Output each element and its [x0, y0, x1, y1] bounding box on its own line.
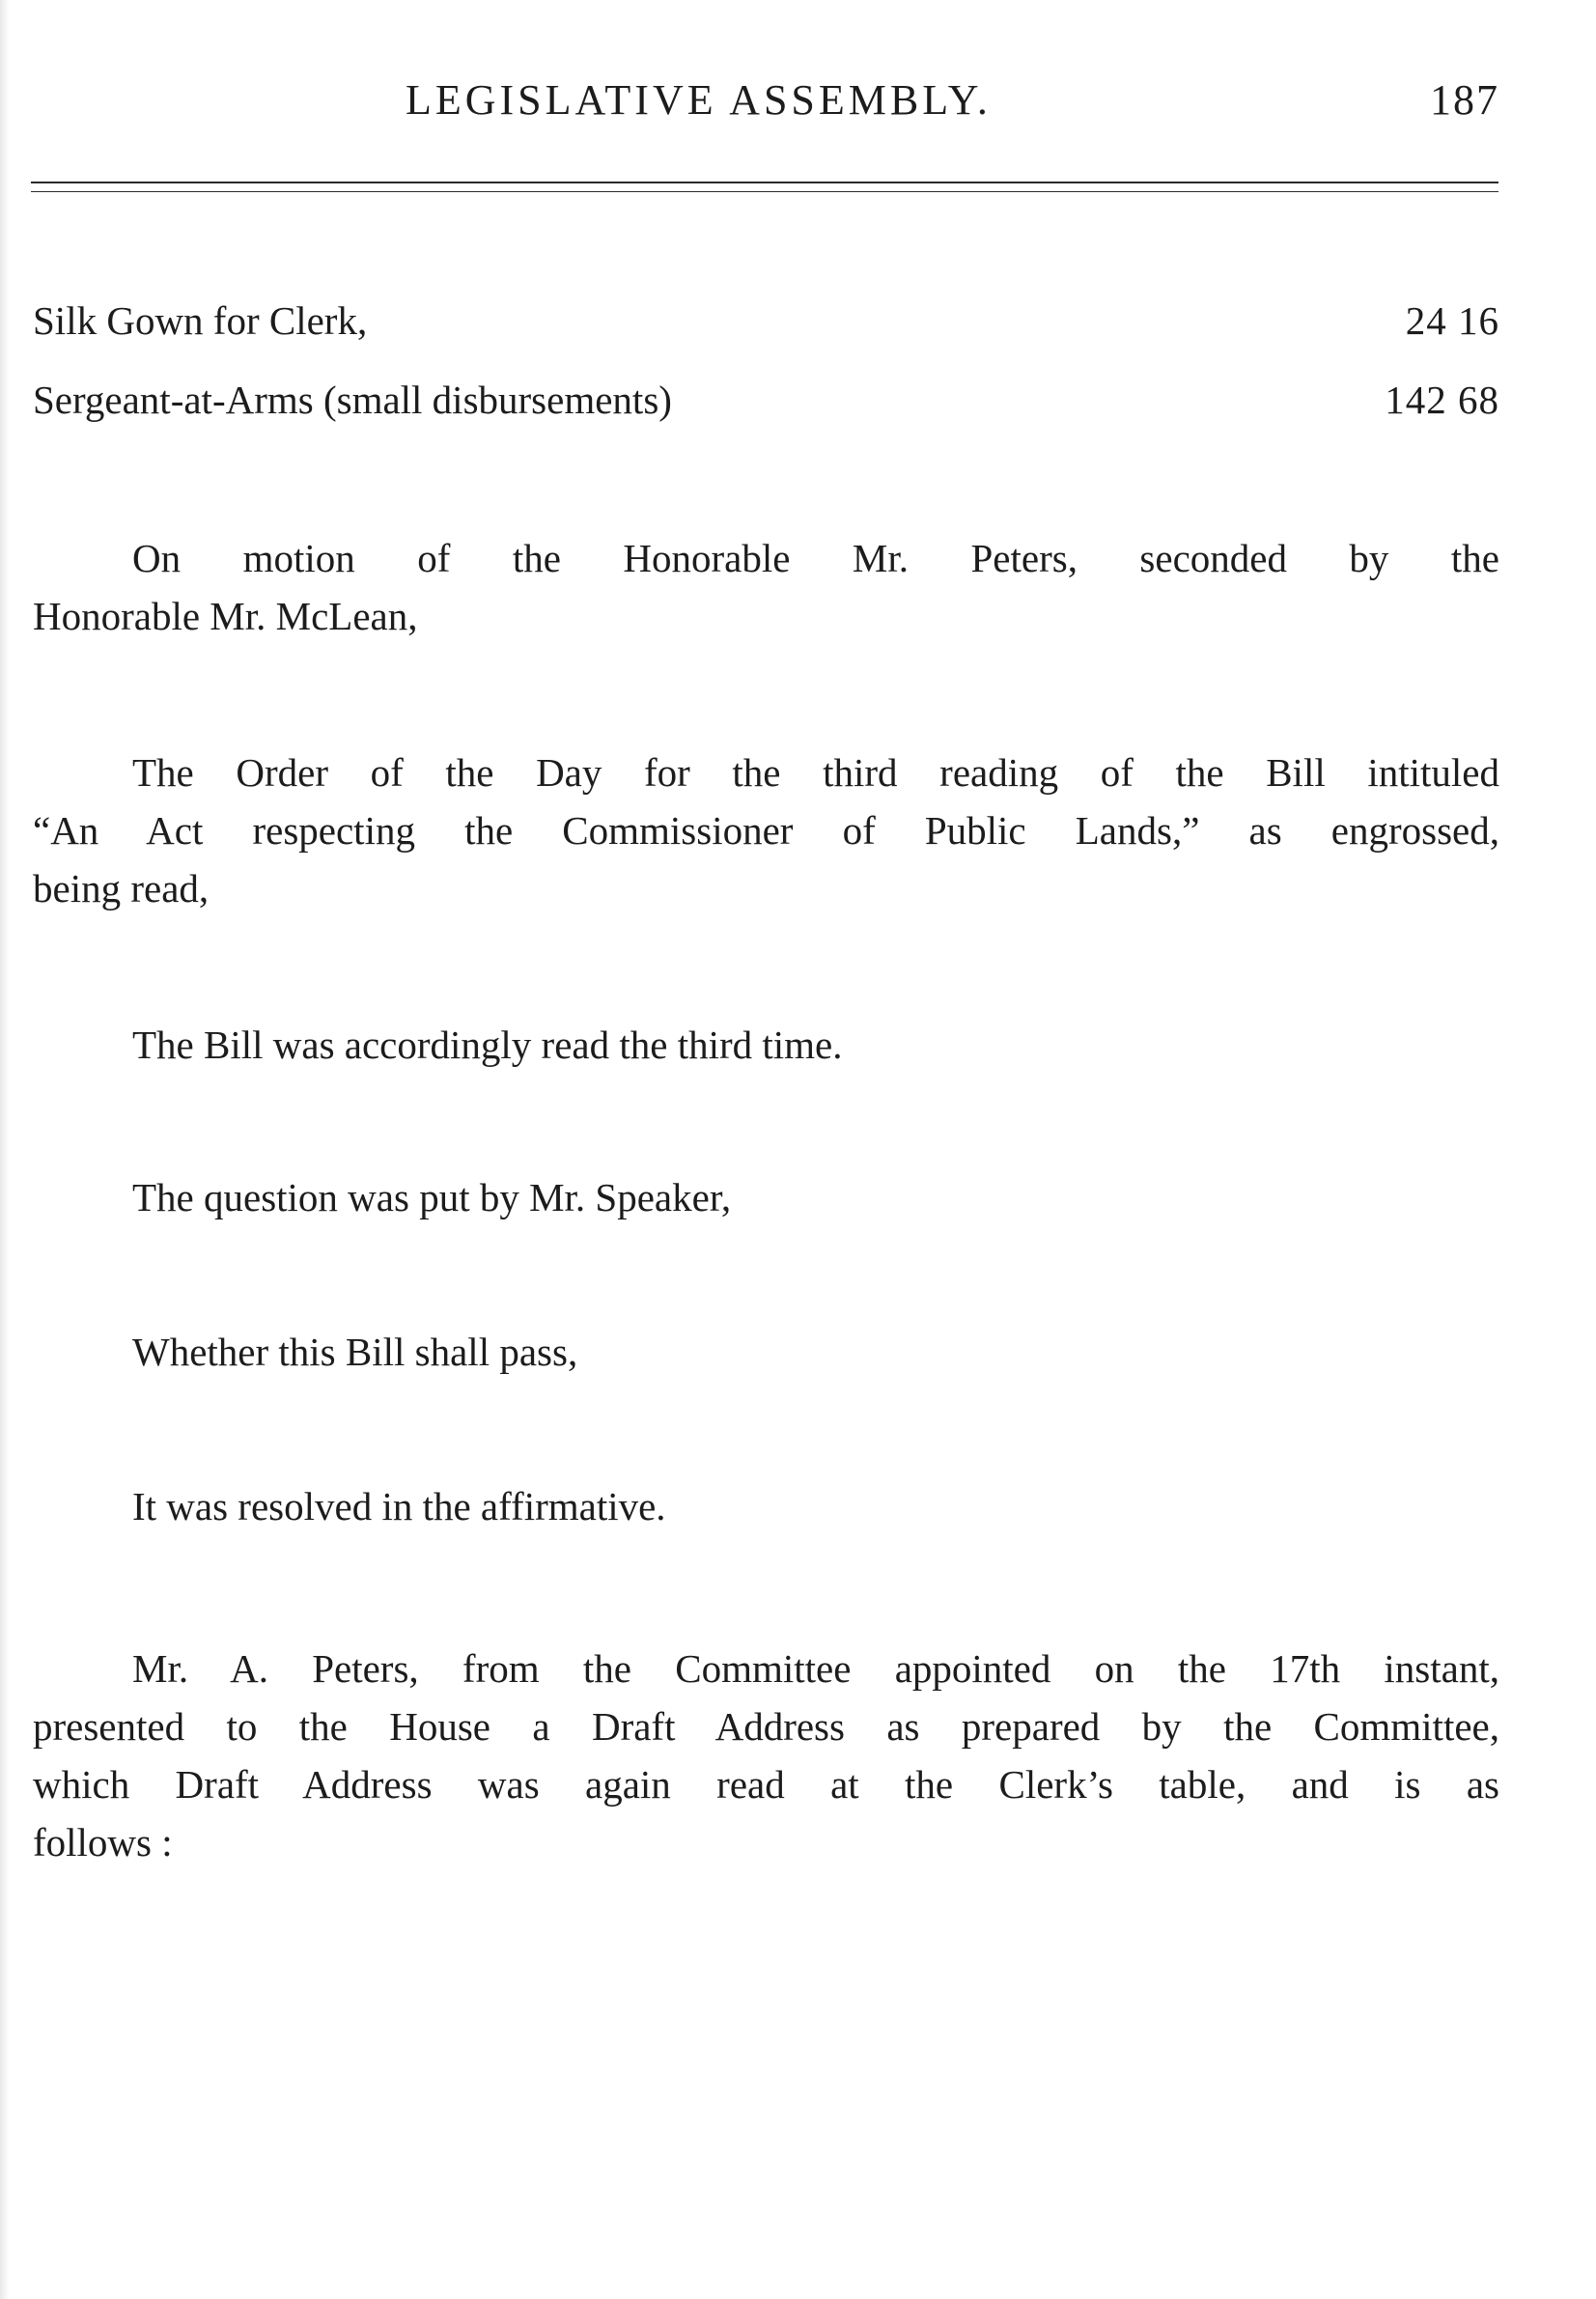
page-edge-shadow: [0, 0, 10, 2299]
whether-paragraph: [33, 1323, 1499, 1381]
ledger-amount: 24 16: [1405, 298, 1499, 343]
order-of-day-paragraph: [33, 743, 1499, 917]
running-head: LEGISLATIVE ASSEMBLY.: [406, 76, 992, 124]
paragraph-line: Mr. A. Peters, from the Committee appointed on the 17th instant,: [132, 1646, 1499, 1691]
ledger-item: Silk Gown for Clerk,: [33, 298, 368, 343]
paragraph-line: “An Act respecting the Commissioner of Public Lands,” as engrossed,: [33, 808, 1499, 853]
paragraph-line: On motion of the Honorable Mr. Peters, seconded by the: [132, 536, 1499, 580]
paragraph-line: being read,: [33, 866, 210, 911]
page-number: 187: [1430, 76, 1499, 124]
third-reading-paragraph: [33, 1016, 1499, 1074]
paragraph-line: The Bill was accordingly read the third time.: [132, 1023, 843, 1067]
ledger-amount: 142 68: [1385, 378, 1499, 422]
motion-paragraph: [33, 529, 1499, 645]
paragraph-line: It was resolved in the affirmative.: [132, 1484, 666, 1528]
paragraph-line: The question was put by Mr. Speaker,: [132, 1175, 732, 1220]
ledger-item: Sergeant-at-Arms (small disbursements): [33, 378, 672, 422]
paragraph-line: which Draft Address was again read at the Clerk’s table, and is as: [33, 1762, 1499, 1807]
paragraph-line: The Order of the Day for the third reading of the Bill intituled: [132, 750, 1499, 795]
paragraph-line: Honorable Mr. McLean,: [33, 594, 418, 638]
header-rule-thin: [31, 191, 1498, 192]
question-paragraph: [33, 1168, 1499, 1226]
header-rule: [31, 182, 1498, 183]
paragraph-line: presented to the House a Draft Address as prepared by the Committee,: [33, 1704, 1499, 1749]
paragraph-line: Whether this Bill shall pass,: [132, 1330, 578, 1374]
paragraph-line: follows :: [33, 1820, 173, 1864]
draft-address-paragraph: [33, 1640, 1499, 1871]
resolved-paragraph: [33, 1477, 1499, 1535]
